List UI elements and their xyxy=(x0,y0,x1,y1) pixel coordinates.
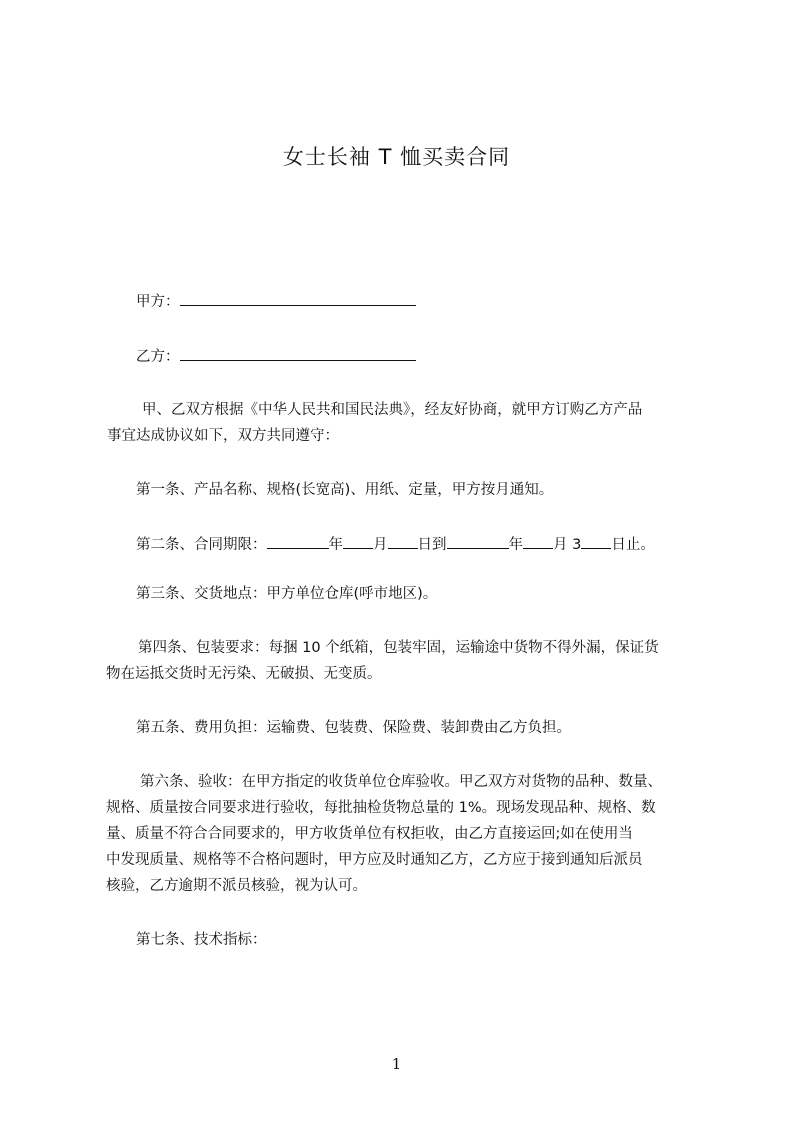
article-2 xyxy=(136,534,655,555)
article-6-line-5: 核验，乙方逾期不派员核验，视为认可。 xyxy=(106,878,367,894)
party-b-label: 乙方： xyxy=(136,349,180,365)
article-2-year-label: 年 xyxy=(328,537,343,553)
article-6-line-1: 第六条、验收：在甲方指定的收货单位仓库验收。甲乙双方对货物的品种、数量、 xyxy=(140,774,662,790)
start-year-blank xyxy=(267,534,329,549)
intro-line-1: 甲、乙双方根据《中华人民共和国民法典》，经友好协商，就甲方订购乙方产品 xyxy=(142,402,643,418)
article-2-prefix: 第二条、合同期限： xyxy=(136,537,267,553)
end-month-blank xyxy=(523,534,553,549)
article-5: 第五条、费用负担：运输费、包装费、保险费、装卸费由乙方负担。 xyxy=(136,720,571,736)
document-title: 女士长袖 T 恤买卖合同 xyxy=(282,145,511,169)
article-4-line-2: 物在运抵交货时无污染、无破损、无变质。 xyxy=(106,666,382,682)
page-number: 1 xyxy=(391,1055,402,1073)
party-a-blank xyxy=(180,291,416,306)
article-2-end-year-label: 年 xyxy=(508,537,523,553)
party-b-line xyxy=(136,346,416,367)
article-1: 第一条、产品名称、规格(长宽高)、用纸、定量，甲方按月通知。 xyxy=(136,482,554,498)
start-day-blank xyxy=(388,534,418,549)
party-a-line xyxy=(136,291,416,312)
end-day-blank xyxy=(581,534,611,549)
party-a-label: 甲方： xyxy=(136,294,180,310)
article-4-line-1: 第四条、包装要求：每捆 10 个纸箱，包装牢固，运输途中货物不得外漏，保证货 xyxy=(138,640,659,656)
article-2-end-month-label: 月 3 xyxy=(553,537,582,553)
article-6-line-4: 中发现质量、规格等不合格问题时，甲方应及时通知乙方，乙方应于接到通知后派员 xyxy=(106,852,643,868)
party-b-blank xyxy=(180,346,416,361)
intro-line-2: 事宜达成协议如下，双方共同遵守： xyxy=(107,428,339,444)
end-year-blank xyxy=(447,534,509,549)
article-6-line-2: 规格、质量按合同要求进行验收，每批抽检货物总量的 1%。现场发现品种、规格、数 xyxy=(106,800,656,816)
start-month-blank xyxy=(343,534,373,549)
article-6-line-3: 量、质量不符合合同要求的，甲方收货单位有权拒收，由乙方直接运回;如在使用当 xyxy=(106,826,633,842)
article-7: 第七条、技术指标： xyxy=(136,932,267,948)
article-2-day-to-label: 日到 xyxy=(417,537,447,553)
article-3: 第三条、交货地点：甲方单位仓库(呼市地区)。 xyxy=(136,586,438,602)
article-2-end-label: 日止。 xyxy=(611,537,655,553)
article-2-month-label: 月 xyxy=(373,537,388,553)
